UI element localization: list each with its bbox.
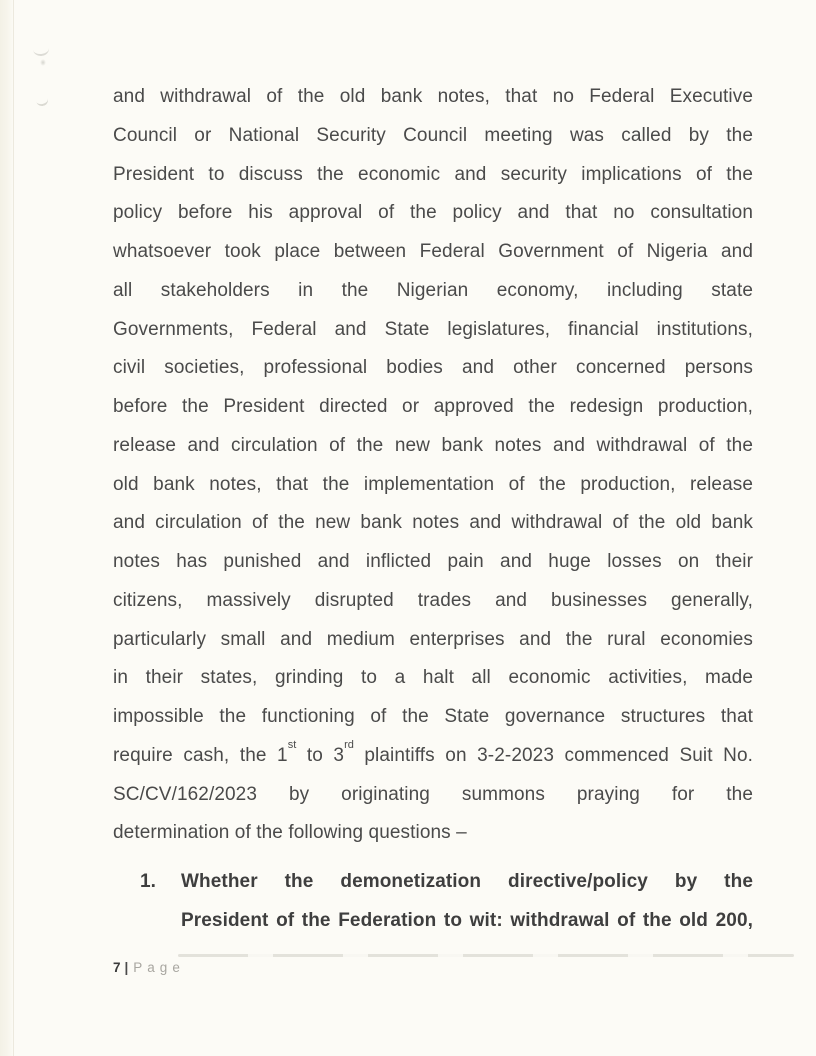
scan-smudge-line: [178, 954, 794, 957]
page-label: Page: [133, 960, 185, 975]
paragraph-line: Governments, Federal and State legislatures, financial institutions,: [113, 318, 753, 340]
paragraph-line: policy before his approval of the policy and that no consultation: [113, 202, 753, 224]
paragraph-line: Council or National Security Council meeting was called by the: [113, 124, 753, 146]
paragraph-line: notes has punished and inflicted pain and huge losses on their: [113, 551, 753, 572]
paragraph-line: before the President directed or approved the redesign production,: [113, 396, 753, 417]
scan-edge-band: [0, 0, 14, 1056]
scan-artifact: [40, 59, 46, 66]
paragraph-line: and circulation of the new bank notes and withdrawal of the old bank: [113, 512, 753, 534]
scan-edge-hairline: [13, 0, 14, 1056]
list-item-line: President of the Federation to wit: withdrawal of the old 200,: [181, 909, 753, 931]
ordinal-suffix-rd: rd: [344, 738, 354, 751]
page-number: 7: [113, 960, 123, 975]
list-item-number: 1.: [140, 871, 156, 892]
paragraph-line: SC/CV/162/2023 by originating summons praying for the: [113, 783, 753, 805]
paragraph-line: whatsoever took place between Federal Government of Nigeria and: [113, 241, 753, 262]
paragraph-line: in their states, grinding to a halt all economic activities, made: [113, 667, 753, 689]
paragraph-line: all stakeholders in the Nigerian economy, including state: [113, 279, 753, 301]
paragraph-line: particularly small and medium enterprises and the rural economies: [113, 628, 753, 650]
paragraph-line: determination of the following questions –: [113, 822, 467, 844]
paragraph-line: citizens, massively disrupted trades and businesses generally,: [113, 589, 753, 611]
paragraph-line: civil societies, professional bodies and other concerned persons: [113, 357, 753, 379]
ordinal-line-pre: require cash, the 1: [113, 744, 288, 766]
paragraph-line: President to discuss the economic and security implications of the: [113, 163, 753, 185]
paragraph-line: and withdrawal of the old bank notes, that no Federal Executive: [113, 86, 753, 107]
ordinal-suffix-st: st: [287, 738, 297, 751]
body-text-block: [113, 78, 753, 941]
paragraph-line-with-ordinals: [113, 737, 753, 776]
ordinal-line-mid: to 3: [296, 744, 345, 766]
page-footer: [113, 959, 185, 976]
scan-artifact: [35, 93, 50, 108]
list-item-line: Whether the demonetization directive/policy by the: [181, 871, 753, 892]
paragraph-line: old bank notes, that the implementation of the production, release: [113, 473, 753, 495]
list-item-text: [181, 863, 753, 941]
paragraph-line: impossible the functioning of the State governance structures that: [113, 706, 753, 727]
scan-artifact: [32, 41, 49, 57]
body-paragraph: [113, 78, 753, 853]
paragraph-line: release and circulation of the new bank notes and withdrawal of the: [113, 434, 753, 456]
numbered-list-item: [113, 863, 753, 941]
footer-separator: |: [124, 960, 129, 975]
ordinal-line-post: plaintiffs on 3-2-2023 commenced Suit No.: [353, 744, 753, 766]
